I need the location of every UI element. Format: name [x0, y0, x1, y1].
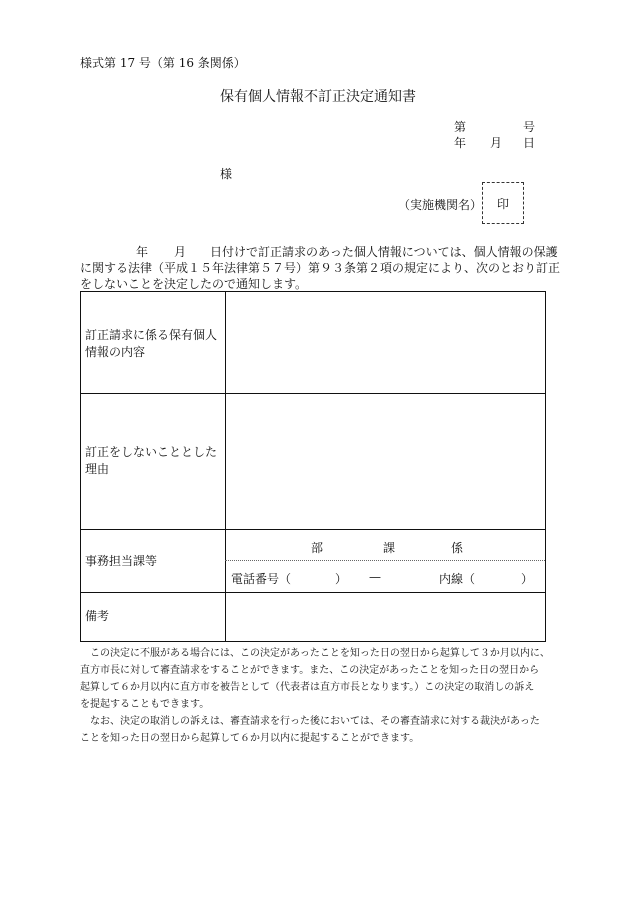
body-line-1-text: 日付けで訂正請求のあった個人情報については、個人情報の保護 — [210, 245, 558, 259]
row-content-label — [85, 327, 217, 361]
row-content-label-line-2: 情報の内容 — [85, 345, 146, 359]
decision-table — [80, 291, 546, 642]
row-content-label-line-1: 訂正請求に係る保有個人 — [85, 328, 218, 342]
form-number: 様式第 17 号（第 16 条関係） — [80, 56, 246, 70]
body-paragraph — [80, 244, 561, 292]
extension-close: ） — [521, 572, 534, 586]
phone-label: 電話番号（ — [231, 572, 292, 586]
doc-number-go: 号 — [523, 120, 536, 134]
date-month: 月 — [490, 136, 503, 150]
seal-box — [482, 182, 524, 224]
unit-label: 係 — [451, 541, 464, 555]
row-reason-label-line-2: 理由 — [85, 462, 110, 476]
dept-label: 部 — [311, 541, 324, 555]
note-line-2: 直方市長に対して審査請求をすることができます。また、この決定があったことを知った日の翌日から — [80, 665, 540, 676]
date-day: 日 — [523, 136, 536, 150]
table-column-divider — [225, 292, 226, 641]
body-line-1 — [80, 244, 558, 260]
body-month: 月 — [174, 245, 187, 259]
table-row-divider-1 — [81, 393, 545, 394]
row-reason-label-line-1: 訂正をしないこととした — [85, 445, 218, 459]
row-remarks-label: 備考 — [85, 609, 110, 623]
body-line-2: に関する法律（平成１５年法律第５７号）第９３条第２項の規定により、次のとおり訂正 — [80, 261, 561, 275]
body-year: 年 — [136, 245, 149, 259]
row-reason-label — [85, 444, 217, 478]
doc-number-dai: 第 — [454, 120, 467, 134]
note-line-3: 起算して６か月以内に直方市を被告として（代表者は直方市長となります。）この決定の取消しの訴え — [80, 682, 535, 693]
contact-dotted-divider — [225, 560, 545, 561]
note-line-5-text: なお、決定の取消しの訴えは、審査請求を行った後においては、その審査請求に対する裁決があった — [90, 716, 540, 727]
note-line-6: ことを知った日の翌日から起算して６か月以内に提起することができます。 — [80, 733, 420, 744]
note-line-1 — [80, 645, 560, 662]
section-label: 課 — [383, 541, 396, 555]
body-line-3: をしないことを決定したので通知します。 — [80, 277, 308, 291]
extension-label: 内線（ — [439, 572, 476, 586]
table-row-divider-2 — [81, 529, 545, 530]
table-row-divider-3 — [81, 592, 545, 593]
issuer-label: （実施機関名） — [398, 198, 483, 212]
document-title: 保有個人情報不訂正決定通知書 — [220, 89, 416, 105]
phone-dash: — — [369, 570, 381, 584]
note-line-4: を提起することもできます。 — [80, 699, 210, 710]
note-line-1-text: この決定に不服がある場合には、この決定があったことを知った日の翌日から起算して３か月以内に、 — [90, 648, 550, 659]
appeal-notes — [80, 645, 560, 747]
date-year: 年 — [454, 136, 467, 150]
addressee-suffix: 様 — [220, 167, 233, 181]
phone-close: ） — [335, 572, 348, 586]
row-contact-label: 事務担当課等 — [85, 554, 158, 568]
note-line-5 — [80, 713, 560, 730]
seal-mark: 印 — [496, 196, 509, 211]
